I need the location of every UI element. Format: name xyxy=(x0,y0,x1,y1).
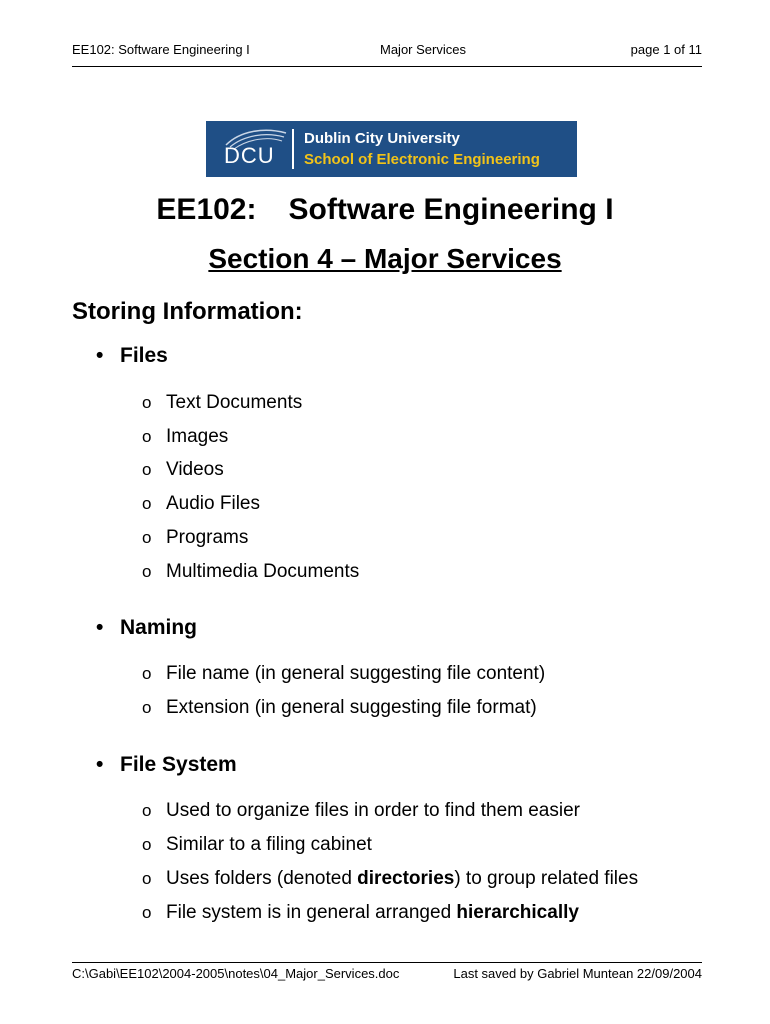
circle-bullet-icon: o xyxy=(142,494,152,513)
circle-bullet-icon: o xyxy=(142,903,152,922)
dcu-logo-banner xyxy=(206,121,577,177)
bullet-file-system xyxy=(96,753,237,777)
emphasized-term: directories xyxy=(357,868,455,889)
bullet-icon: • xyxy=(96,344,104,367)
circle-bullet-icon: o xyxy=(142,801,152,820)
footer-last-saved: Last saved by Gabriel Muntean 22/09/2004 xyxy=(453,966,702,981)
list-item-text: Uses folders (denoted xyxy=(166,868,358,889)
bullet-files xyxy=(96,344,168,368)
logo-university: Dublin City University xyxy=(304,130,460,147)
footer-file-path: C:\Gabi\EE102\2004-2005\notes\04_Major_Services.doc xyxy=(72,966,400,981)
logo-school: School of Electronic Engineering xyxy=(304,151,540,168)
circle-bullet-icon: o xyxy=(142,393,152,412)
bullet-label: File System xyxy=(120,753,237,776)
logo-divider xyxy=(292,129,294,169)
bullet-naming xyxy=(96,616,197,640)
list-item-text: Text Documents xyxy=(166,392,303,413)
logo-mark: DCU xyxy=(224,143,275,168)
list-item-text: Audio Files xyxy=(166,493,260,514)
header-divider xyxy=(72,66,702,67)
list-item-text: File system is in general arranged xyxy=(166,902,457,923)
list-item xyxy=(142,902,579,924)
list-item xyxy=(142,834,372,856)
list-item-text: Videos xyxy=(166,459,224,480)
bullet-icon: • xyxy=(96,753,104,776)
course-code: EE102: xyxy=(156,193,257,226)
list-item xyxy=(142,527,248,549)
list-item xyxy=(142,561,359,583)
header-page-number: page 1 of 11 xyxy=(630,42,702,57)
list-item xyxy=(142,493,260,515)
list-item xyxy=(142,800,580,822)
document-title xyxy=(0,193,770,227)
circle-bullet-icon: o xyxy=(142,835,152,854)
section-heading: Storing Information: xyxy=(72,298,303,325)
list-item xyxy=(142,392,302,414)
list-item-text: Similar to a filing cabinet xyxy=(166,834,372,855)
list-item xyxy=(142,663,545,685)
list-item xyxy=(142,697,537,719)
circle-bullet-icon: o xyxy=(142,698,152,717)
list-item-text: Programs xyxy=(166,527,249,548)
list-item-text: Extension (in general suggesting file format) xyxy=(166,697,537,718)
circle-bullet-icon: o xyxy=(142,562,152,581)
list-item-text: Multimedia Documents xyxy=(166,561,360,582)
circle-bullet-icon: o xyxy=(142,460,152,479)
emphasized-term: hierarchically xyxy=(456,902,579,923)
page-header xyxy=(72,42,702,62)
list-item xyxy=(142,868,638,890)
circle-bullet-icon: o xyxy=(142,664,152,683)
list-item-text: Used to organize files in order to find them easier xyxy=(166,800,580,821)
list-item-text: File name (in general suggesting file content) xyxy=(166,663,546,684)
header-course: EE102: Software Engineering I xyxy=(72,42,250,57)
section-title: Section 4 – Major Services xyxy=(208,243,562,274)
list-item xyxy=(142,426,228,448)
circle-bullet-icon: o xyxy=(142,427,152,446)
footer-divider xyxy=(72,962,702,963)
bullet-label: Naming xyxy=(120,616,198,639)
course-name: Software Engineering I xyxy=(288,193,614,226)
header-topic: Major Services xyxy=(380,42,466,57)
page-footer xyxy=(72,966,702,986)
bullet-label: Files xyxy=(120,344,168,367)
circle-bullet-icon: o xyxy=(142,528,152,547)
list-item-text: ) to group related files xyxy=(454,868,639,889)
list-item xyxy=(142,459,224,481)
circle-bullet-icon: o xyxy=(142,869,152,888)
list-item-text: Images xyxy=(166,426,229,447)
bullet-icon: • xyxy=(96,616,104,639)
